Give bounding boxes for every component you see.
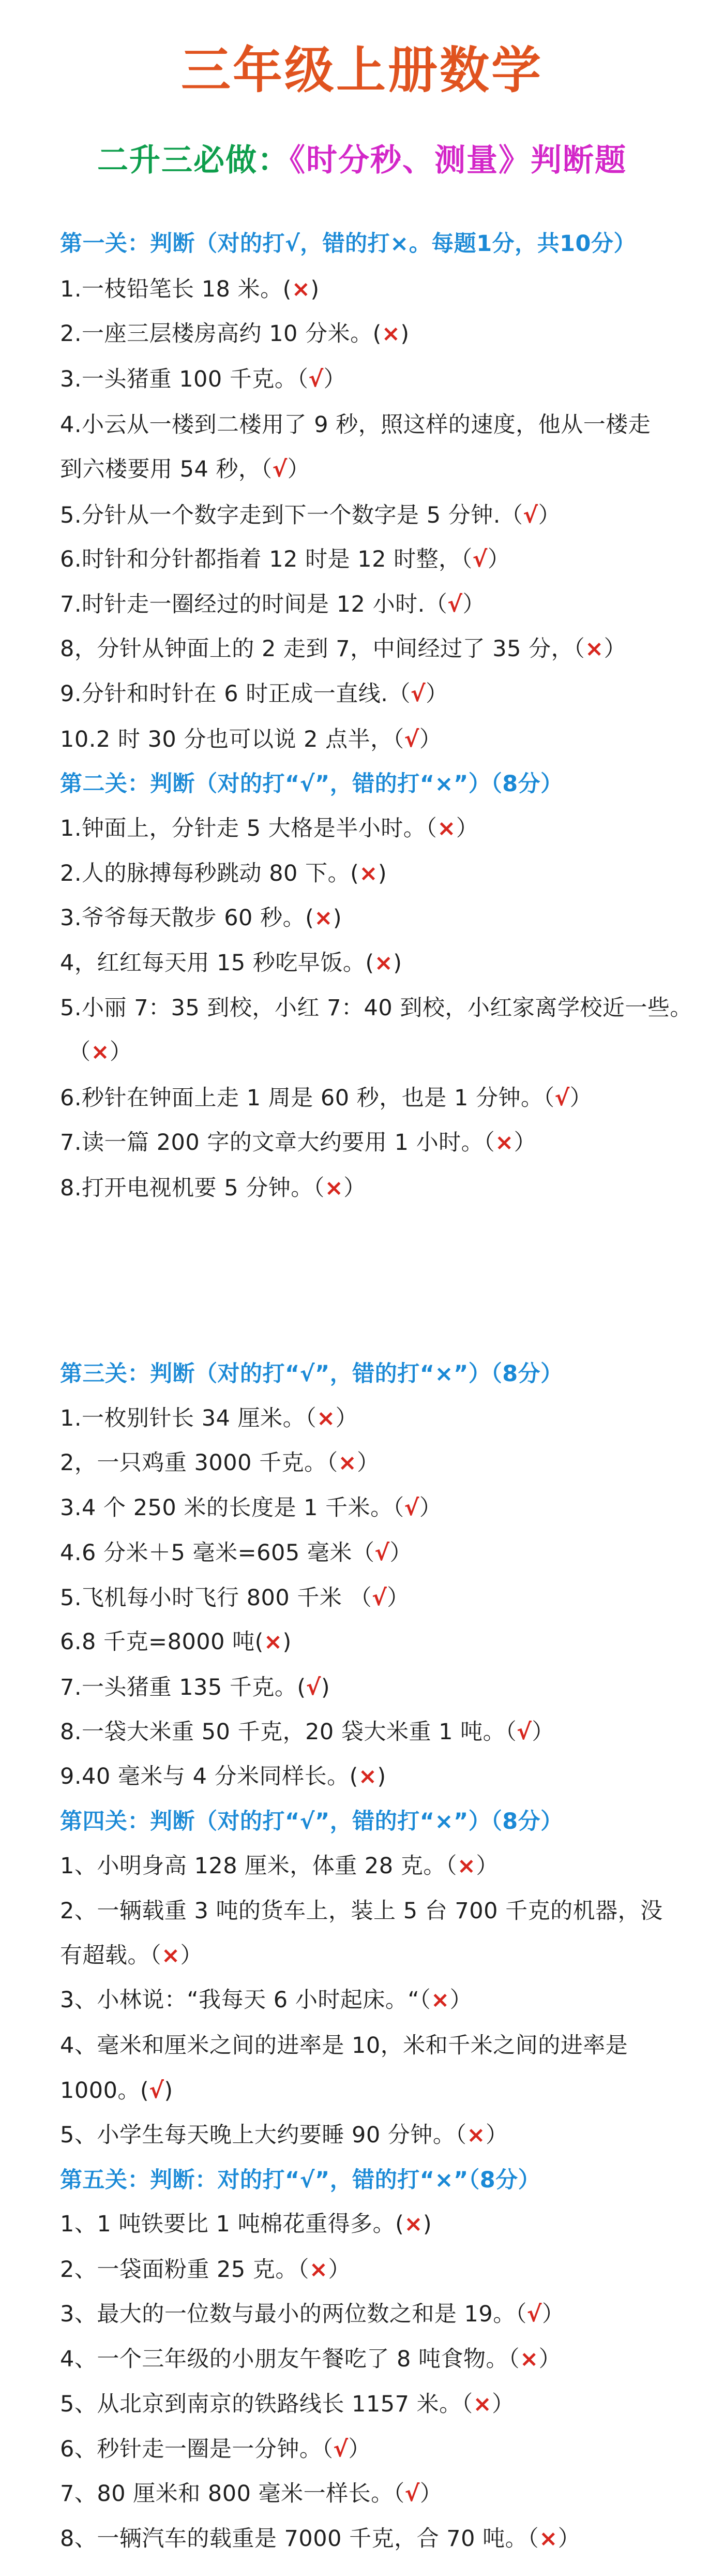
check-mark: √ xyxy=(526,2301,542,2327)
question-text: 7.一头猪重 135 千克。( xyxy=(60,1675,306,1700)
check-mark: √ xyxy=(149,2078,164,2104)
wrong-mark: × xyxy=(437,816,456,841)
section-heading-text: 第五关：判断：对的打“√”，错的打“×”（8分） xyxy=(60,2167,541,2193)
wrong-mark: × xyxy=(359,861,378,886)
check-mark: √ xyxy=(333,2436,349,2462)
section-heading-text: 第一关：判断（对的打√，错的打×。每题1分，共10分） xyxy=(60,231,636,257)
question-line xyxy=(60,2303,697,2326)
closing-bracket: ） xyxy=(419,727,442,752)
question-text: 8，分针从钟面上的 2 走到 7，中间经过了 35 分，（ xyxy=(60,636,585,662)
question-line xyxy=(60,1989,697,2011)
closing-bracket: ） xyxy=(110,1039,132,1065)
question-text: 7.读一篇 200 字的文章大约要用 1 小时。（ xyxy=(60,1130,495,1156)
closing-bracket: ） xyxy=(449,1987,473,2013)
question-line xyxy=(60,2080,697,2102)
question-line xyxy=(60,1900,697,1922)
question-text: 1、小明身高 128 厘米，体重 28 克。（ xyxy=(60,1853,457,1879)
wrong-mark: × xyxy=(457,1853,476,1879)
wrong-mark: × xyxy=(466,2122,486,2148)
question-text: 有超载。（ xyxy=(60,1943,161,1968)
section-heading xyxy=(60,233,697,255)
wrong-mark: × xyxy=(338,1450,357,1476)
closing-bracket: ） xyxy=(492,2391,515,2417)
check-mark: √ xyxy=(554,1085,570,1111)
question-line xyxy=(60,368,697,391)
question-line xyxy=(60,729,697,751)
question-text: 2、一袋面粉重 25 克。（ xyxy=(60,2257,309,2283)
section-heading-text: 第二关：判断（对的打“√”，错的打“×”）（8分） xyxy=(60,771,563,797)
closing-bracket: ) xyxy=(333,905,342,931)
wrong-mark: × xyxy=(520,2346,539,2372)
closing-bracket: ） xyxy=(532,1719,554,1745)
question-text: 3、最大的一位数与最小的两位数之和是 19。（ xyxy=(60,2301,527,2327)
question-line xyxy=(60,2213,697,2236)
closing-bracket: ） xyxy=(287,456,310,482)
question-line xyxy=(60,1405,697,1431)
question-text: 4、一个三年级的小朋友午餐吃了 8 吨食物。（ xyxy=(60,2346,520,2372)
closing-bracket: ) xyxy=(164,2078,173,2104)
wrong-mark: × xyxy=(263,1629,283,1655)
question-text: 1000。( xyxy=(60,2078,149,2104)
question-line xyxy=(60,458,697,481)
question-line xyxy=(60,591,697,617)
check-mark: √ xyxy=(404,727,419,752)
wrong-mark: × xyxy=(539,2526,558,2552)
question-line xyxy=(68,1041,697,1063)
wrong-mark: × xyxy=(431,1987,450,2013)
question-line xyxy=(60,1452,697,1474)
closing-bracket: ） xyxy=(487,546,510,572)
question-text: 5、小学生每天晚上大约要睡 90 分钟。（ xyxy=(60,2122,467,2148)
closing-bracket: ） xyxy=(419,2481,443,2507)
wrong-mark: × xyxy=(90,1039,110,1065)
check-mark: √ xyxy=(517,1719,532,1745)
question-text: 9.40 毫米与 4 分米同样长。( xyxy=(60,1764,358,1789)
check-mark: √ xyxy=(306,1675,321,1700)
question-line xyxy=(60,638,697,660)
question-text: 1.钟面上，分针走 5 大格是半小时。（ xyxy=(60,816,438,841)
question-text: 6.秒针在钟面上走 1 周是 60 秒，也是 1 分钟。（ xyxy=(60,1085,555,1111)
question-text: 2，一只鸡重 3000 千克。（ xyxy=(60,1450,338,1476)
closing-bracket: ） xyxy=(389,1540,413,1566)
question-text: 10.2 时 30 分也可以说 2 点半，（ xyxy=(60,727,404,752)
closing-bracket: ） xyxy=(538,502,561,528)
question-text: 3.爷爷每天散步 60 秒。( xyxy=(60,905,314,931)
question-line xyxy=(60,2259,697,2281)
question-line xyxy=(60,997,697,1019)
question-text: 4、毫米和厘米之间的进率是 10，米和千米之间的进率是 xyxy=(60,2033,628,2059)
page-subtitle xyxy=(0,142,724,179)
closing-bracket: ） xyxy=(328,2257,351,2283)
wrong-mark: × xyxy=(161,1943,180,1968)
question-line xyxy=(60,863,697,885)
question-line xyxy=(60,907,697,929)
closing-bracket: ） xyxy=(456,816,479,841)
question-line xyxy=(60,2348,697,2371)
closing-bracket: ） xyxy=(343,1175,366,1201)
closing-bracket: ） xyxy=(485,2122,508,2148)
question-text: 1.一枚别针长 34 厘米。（ xyxy=(60,1405,317,1431)
question-line xyxy=(60,2528,697,2550)
question-text: 5.小丽 7：35 到校，小红 7：40 到校，小红家离学校近一些。 xyxy=(60,995,692,1021)
question-line xyxy=(60,1542,697,1564)
closing-bracket: ） xyxy=(538,2346,562,2372)
closing-bracket: ） xyxy=(348,2436,371,2462)
closing-bracket: ) xyxy=(393,950,402,976)
question-line xyxy=(60,414,697,436)
question-line xyxy=(60,502,697,528)
closing-bracket: ） xyxy=(426,681,448,707)
section-heading xyxy=(60,2169,697,2192)
wrong-mark: × xyxy=(309,2257,328,2283)
question-text: 6.时针和分针都指着 12 时是 12 时整，（ xyxy=(60,546,473,572)
question-text: 4.6 分米＋5 毫米=605 毫米（ xyxy=(60,1540,375,1566)
question-text: 5.飞机每小时飞行 800 千米 （ xyxy=(60,1585,372,1611)
closing-bracket: ) xyxy=(282,1629,292,1655)
closing-bracket: ） xyxy=(604,636,627,662)
question-line xyxy=(60,818,697,840)
closing-bracket: ） xyxy=(541,2301,565,2327)
question-line xyxy=(60,1945,697,1967)
closing-bracket: ） xyxy=(462,591,485,617)
subtitle-highlight: 《时分秒、测量》判断题 xyxy=(290,142,627,179)
check-mark: √ xyxy=(472,546,488,572)
closing-bracket: ） xyxy=(569,1085,593,1111)
closing-bracket: ） xyxy=(387,1585,410,1611)
check-mark: √ xyxy=(447,591,463,617)
question-text: 1、1 吨铁要比 1 吨棉花重得多。( xyxy=(60,2211,404,2237)
check-mark: √ xyxy=(404,1495,419,1521)
question-line xyxy=(60,1766,697,1788)
question-line xyxy=(60,1087,697,1109)
check-mark: √ xyxy=(523,502,538,528)
question-text: 6.8 千克=8000 吨( xyxy=(60,1629,264,1655)
closing-bracket: ） xyxy=(357,1450,380,1476)
question-text: 9.分针和时针在 6 时正成一直线.（ xyxy=(60,681,411,707)
check-mark: √ xyxy=(372,1585,387,1611)
closing-bracket: ） xyxy=(323,366,346,392)
question-text: 2.人的脉搏每秒跳动 80 下。( xyxy=(60,861,359,886)
section-heading xyxy=(60,1363,697,1385)
question-text: 4.小云从一楼到二楼用了 9 秒，照这样的速度，他从一楼走 xyxy=(60,412,651,438)
check-mark: √ xyxy=(272,456,288,482)
wrong-mark: × xyxy=(314,905,333,931)
question-line xyxy=(60,323,697,345)
question-line xyxy=(60,1631,697,1653)
closing-bracket: ） xyxy=(514,1130,537,1156)
wrong-mark: × xyxy=(358,1764,378,1789)
wrong-mark: × xyxy=(473,2391,492,2417)
question-text: 3、小林说：“我每天 6 小时起床。“（ xyxy=(60,1987,431,2013)
question-text: 5、从北京到南京的铁路线长 1157 米。（ xyxy=(60,2391,473,2417)
question-line xyxy=(60,546,697,572)
question-line xyxy=(60,1132,697,1154)
question-text: 到六楼要用 54 秒，（ xyxy=(60,456,273,482)
question-text: （ xyxy=(68,1039,91,1065)
closing-bracket: ) xyxy=(378,861,387,886)
check-mark: √ xyxy=(308,366,324,392)
check-mark: √ xyxy=(410,681,426,707)
question-line xyxy=(60,1177,697,1200)
closing-bracket: ） xyxy=(180,1943,203,1968)
wrong-mark: × xyxy=(585,636,604,662)
wrong-mark: × xyxy=(316,1405,336,1431)
closing-bracket: ） xyxy=(335,1405,358,1431)
question-text: 5.分针从一个数字走到下一个数字是 5 分钟.（ xyxy=(60,502,523,528)
wrong-mark: × xyxy=(495,1130,514,1156)
question-line xyxy=(60,278,697,301)
closing-bracket: ） xyxy=(557,2526,581,2552)
question-line xyxy=(60,952,697,974)
question-text: 7.时针走一圈经过的时间是 12 小时.（ xyxy=(60,591,448,617)
section-heading xyxy=(60,773,697,795)
closing-bracket: ) xyxy=(400,321,410,347)
question-text: 4，红红每天用 15 秒吃早饭。( xyxy=(60,950,374,976)
question-line xyxy=(60,2124,697,2146)
question-line xyxy=(60,2035,697,2057)
wrong-mark: × xyxy=(381,321,401,347)
question-line xyxy=(60,2438,697,2461)
closing-bracket: ） xyxy=(419,1495,442,1521)
question-text: 2、一辆载重 3 吨的货车上，装上 5 台 700 千克的机器，没 xyxy=(60,1898,663,1924)
closing-bracket: ) xyxy=(310,276,320,302)
section-heading-text: 第三关：判断（对的打“√”，错的打“×”）（8分） xyxy=(60,1361,563,1387)
page-title: 三年级上册数学 xyxy=(181,41,543,99)
check-mark: √ xyxy=(374,1540,390,1566)
question-text: 7、80 厘米和 800 毫米一样长。（ xyxy=(60,2481,405,2507)
wrong-mark: × xyxy=(291,276,311,302)
question-text: 6、秒针走一圈是一分钟。（ xyxy=(60,2436,334,2462)
wrong-mark: × xyxy=(374,950,394,976)
question-text: 8、一辆汽车的载重是 7000 千克，合 70 吨。（ xyxy=(60,2526,539,2552)
closing-bracket: ) xyxy=(321,1675,330,1700)
question-text: 3.4 个 250 米的长度是 1 千米。（ xyxy=(60,1495,404,1521)
question-line xyxy=(60,1587,697,1609)
question-text: 1.一枝铅笔长 18 米。( xyxy=(60,276,292,302)
question-line xyxy=(60,1855,697,1877)
question-line xyxy=(60,1721,697,1743)
wrong-mark: × xyxy=(324,1175,344,1201)
section-heading xyxy=(60,1811,697,1833)
question-line xyxy=(60,2393,697,2416)
question-line xyxy=(60,683,697,705)
question-text: 3.一头猪重 100 千克。（ xyxy=(60,366,309,392)
check-mark: √ xyxy=(404,2481,420,2507)
question-line xyxy=(60,1497,697,1519)
question-line xyxy=(60,1677,697,1699)
question-text: 8.打开电视机要 5 分钟。（ xyxy=(60,1175,325,1201)
closing-bracket: ) xyxy=(423,2211,432,2237)
closing-bracket: ） xyxy=(476,1853,499,1879)
question-text: 8.一袋大米重 50 千克，20 袋大米重 1 吨。（ xyxy=(60,1719,517,1745)
closing-bracket: ) xyxy=(377,1764,386,1789)
question-line xyxy=(60,2483,697,2505)
wrong-mark: × xyxy=(404,2211,423,2237)
subtitle-prefix: 二升三必做： xyxy=(97,142,290,179)
question-text: 2.一座三层楼房高约 10 分米。( xyxy=(60,321,382,347)
section-heading-text: 第四关：判断（对的打“√”，错的打“×”）（8分） xyxy=(60,1809,563,1834)
